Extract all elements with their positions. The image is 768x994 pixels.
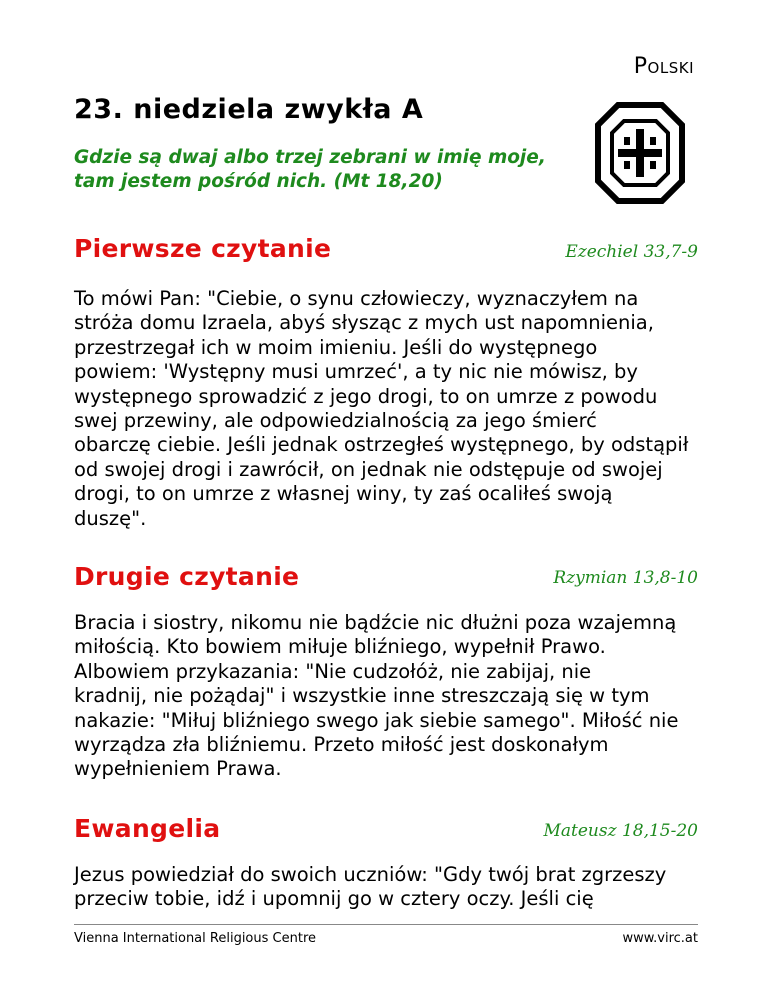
text-line: drogi, to on umrze z własnej winy, ty zaś ocaliłeś swoją	[74, 482, 613, 506]
text-line: kradnij, nie pożądaj" i wszystkie inne streszczają się w tym	[74, 684, 650, 708]
text-line: wypełnieniem Prawa.	[74, 757, 282, 781]
text-line: To mówi Pan: "Ciebie, o synu człowieczy, wyznaczyłem na	[74, 287, 639, 310]
text-line: wyrządza zła bliźniemu. Przeto miłość jest doskonałym	[74, 733, 609, 757]
reference-gospel: Mateusz 18,15-20	[543, 821, 698, 841]
text-line: swej przewiny, ale odpowiedzialnością za jego śmierć	[74, 409, 597, 433]
text-line: występnego sprowadzić z jego drogi, to on umrze z powodu	[74, 384, 658, 408]
text-line: od swojej drogi i zawrócił, on jednak nie odstępuje od swojej	[74, 457, 663, 481]
section-heading-first-reading: Pierwsze czytanie	[74, 234, 332, 263]
footer-organization: Vienna International Religious Centre	[74, 931, 316, 946]
text-line: duszę".	[74, 506, 147, 530]
first-reading-text	[74, 287, 706, 531]
text-line: powiem: 'Występny musi umrzeć', a ty nic nie mówisz, by	[74, 360, 638, 384]
language-label: Polski	[633, 54, 694, 79]
text-line: nakazie: "Miłuj bliźniego swego jak siebie samego". Miłość nie	[74, 708, 679, 732]
footer-divider	[74, 924, 698, 925]
text-line: przeciw tobie, idź i upomnij go w cztery oczy. Jeśli cię	[74, 887, 594, 911]
motto-line: tam jestem pośród nich. (Mt 18,20)	[74, 171, 443, 192]
text-line: stróża domu Izraela, abyś słysząc z mych ust napomnienia,	[74, 311, 654, 335]
text-line: miłością. Kto bowiem miłuje bliźniego, wypełnił Prawo.	[74, 635, 606, 659]
motto-line: Gdzie są dwaj albo trzej zebrani w imię moje,	[74, 147, 546, 168]
text-line: przestrzegał ich w moim imieniu. Jeśli do występnego	[74, 335, 598, 359]
text-line: obarczę ciebie. Jeśli jednak ostrzegłeś występnego, by odstąpił	[74, 433, 689, 457]
section-heading-second-reading: Drugie czytanie	[74, 562, 300, 591]
section-heading-gospel: Ewangelia	[74, 814, 221, 843]
page-title: 23. niedziela zwykła A	[74, 94, 424, 125]
cross-emblem-icon	[594, 99, 686, 207]
reference-second-reading: Rzymian 13,8-10	[553, 568, 698, 588]
text-line: Bracia i siostry, nikomu nie bądźcie nic dłużni poza wzajemną	[74, 611, 677, 634]
text-line: Jezus powiedział do swoich uczniów: "Gdy twój brat zgrzeszy	[74, 863, 667, 886]
motto	[74, 146, 554, 194]
text-line: Albowiem przykazania: "Nie cudzołóż, nie zabijaj, nie	[74, 659, 592, 683]
reference-first-reading: Ezechiel 33,7-9	[565, 242, 698, 262]
second-reading-text	[74, 611, 706, 782]
gospel-text	[74, 863, 706, 912]
footer-website-link[interactable]: www.virc.at	[622, 931, 698, 946]
